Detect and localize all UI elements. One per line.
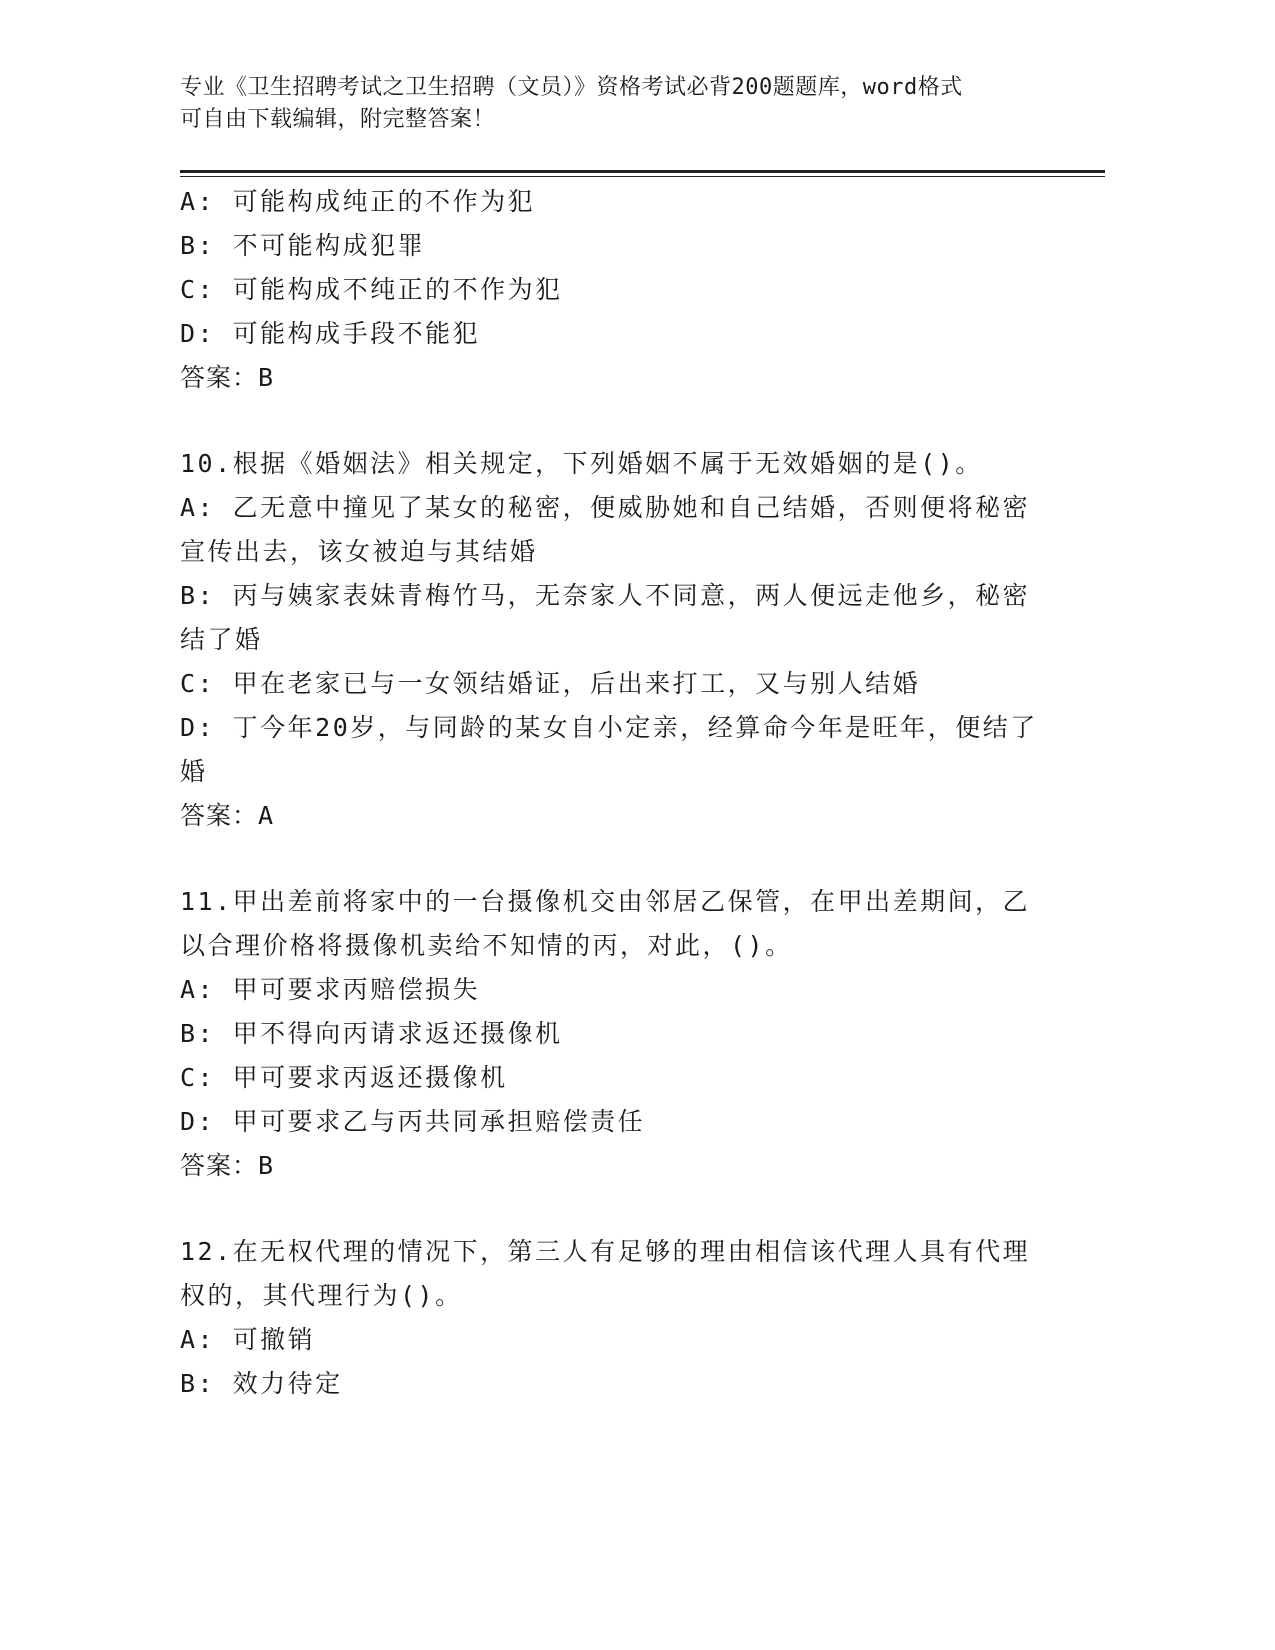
option-b: B: 甲不得向丙请求返还摄像机 <box>180 1019 563 1048</box>
option-a: A: 可能构成纯正的不作为犯 <box>180 187 536 216</box>
option-d: D: 丁今年20岁，与同龄的某女自小定亲，经算命今年是旺年，便结了婚 <box>180 713 1038 786</box>
header-divider-thick <box>180 170 1105 173</box>
question-12 <box>180 1230 1040 1406</box>
spacer <box>180 1188 1040 1230</box>
question-10 <box>180 442 1040 838</box>
header-divider-thin <box>180 176 1105 177</box>
header-title-line2: 可自由下载编辑，附完整答案！ <box>180 107 496 132</box>
document-header <box>180 72 1040 136</box>
question-stem: 11.甲出差前将家中的一台摄像机交由邻居乙保管，在甲出差期间，乙以合理价格将摄像机卖给不知情的丙，对此，()。 <box>180 887 1031 960</box>
spacer <box>180 400 1040 442</box>
question-stem: 10.根据《婚姻法》相关规定，下列婚姻不属于无效婚姻的是()。 <box>180 449 983 478</box>
option-a: A: 可撤销 <box>180 1325 316 1354</box>
question-stem: 12.在无权代理的情况下，第三人有足够的理由相信该代理人具有代理权的，其代理行为()。 <box>180 1237 1031 1310</box>
option-c: C: 甲在老家已与一女领结婚证，后出来打工，又与别人结婚 <box>180 669 921 698</box>
question-9-options <box>180 180 1040 400</box>
option-b: B: 效力待定 <box>180 1369 343 1398</box>
option-b: B: 不可能构成犯罪 <box>180 231 426 260</box>
answer-label: 答案：A <box>180 801 275 830</box>
answer-label: 答案：B <box>180 363 275 392</box>
option-d: D: 可能构成手段不能犯 <box>180 319 481 348</box>
question-list <box>180 180 1040 1406</box>
option-c: C: 可能构成不纯正的不作为犯 <box>180 275 563 304</box>
answer-label: 答案：B <box>180 1151 275 1180</box>
option-a: A: 乙无意中撞见了某女的秘密，便威胁她和自己结婚，否则便将秘密宣传出去，该女被迫与其结婚 <box>180 493 1031 566</box>
option-c: C: 甲可要求丙返还摄像机 <box>180 1063 508 1092</box>
option-d: D: 甲可要求乙与丙共同承担赔偿责任 <box>180 1107 646 1136</box>
spacer <box>180 838 1040 880</box>
header-title-line1: 专业《卫生招聘考试之卫生招聘（文员）》资格考试必背200题题库，word格式 <box>180 75 963 100</box>
option-a: A: 甲可要求丙赔偿损失 <box>180 975 481 1004</box>
question-11 <box>180 880 1040 1188</box>
option-b: B: 丙与姨家表妹青梅竹马，无奈家人不同意，两人便远走他乡，秘密结了婚 <box>180 581 1031 654</box>
